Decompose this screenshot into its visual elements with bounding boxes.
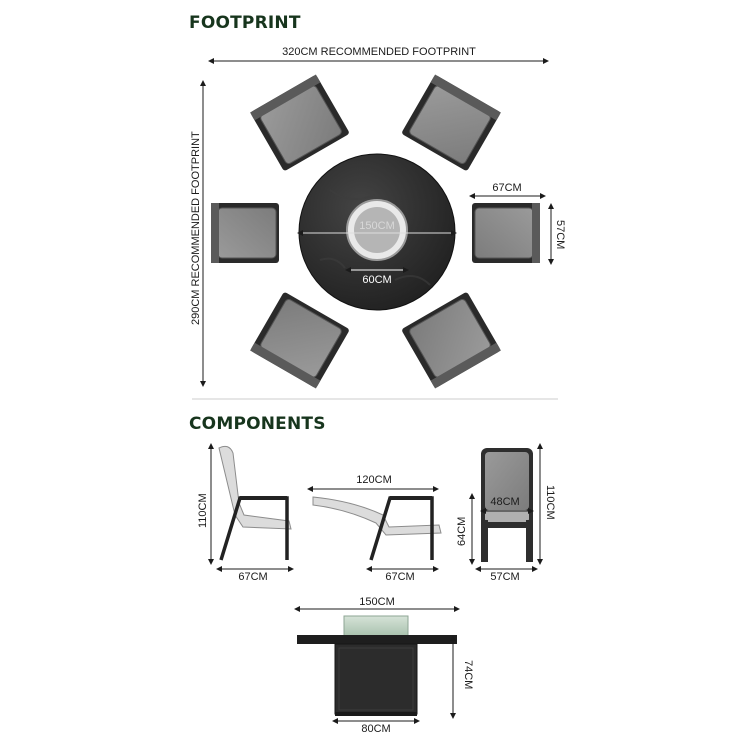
chair-top-view-upper-left [250,75,350,172]
chair-side-depth-label: 67CM [238,571,268,583]
fire-table-top-view [299,154,455,310]
table-diameter-label: 150CM [359,220,395,232]
chair-top-view-left [211,203,279,263]
chair-front-width-label: 57CM [490,571,520,583]
footprint-width-label: 320CM RECOMMENDED FOOTPRINT [282,46,476,58]
table-width-label: 150CM [359,596,395,608]
chair-side-view [219,446,291,560]
chair-reclined-depth-label: 67CM [385,571,415,583]
footprint-depth-label: 290CM RECOMMENDED FOOTPRINT [190,131,202,325]
table-base-width-label: 80CM [361,723,391,735]
chair-front-seat-height-label: 64CM [456,516,468,546]
table-height-label: 74CM [462,660,474,690]
burner-diameter-label: 60CM [362,274,392,286]
chair-reclined-length-label: 120CM [356,474,392,486]
chair-reclined-view [313,497,441,560]
chair-side-height-label: 110CM [197,493,209,528]
components-heading: COMPONENTS [189,414,326,434]
chair-front-inner-width-label: 48CM [490,496,520,508]
chair-depth-label: 67CM [492,182,522,194]
chair-top-view-lower-left [250,292,350,389]
fire-table-side-view [297,616,457,716]
chair-front-height-label: 110CM [544,485,556,520]
chair-top-view-upper-right [401,75,501,172]
chair-top-view-right [472,203,540,263]
chair-top-view-lower-right [401,292,501,389]
footprint-heading: FOOTPRINT [189,13,301,33]
chair-width-label: 57CM [554,220,566,250]
